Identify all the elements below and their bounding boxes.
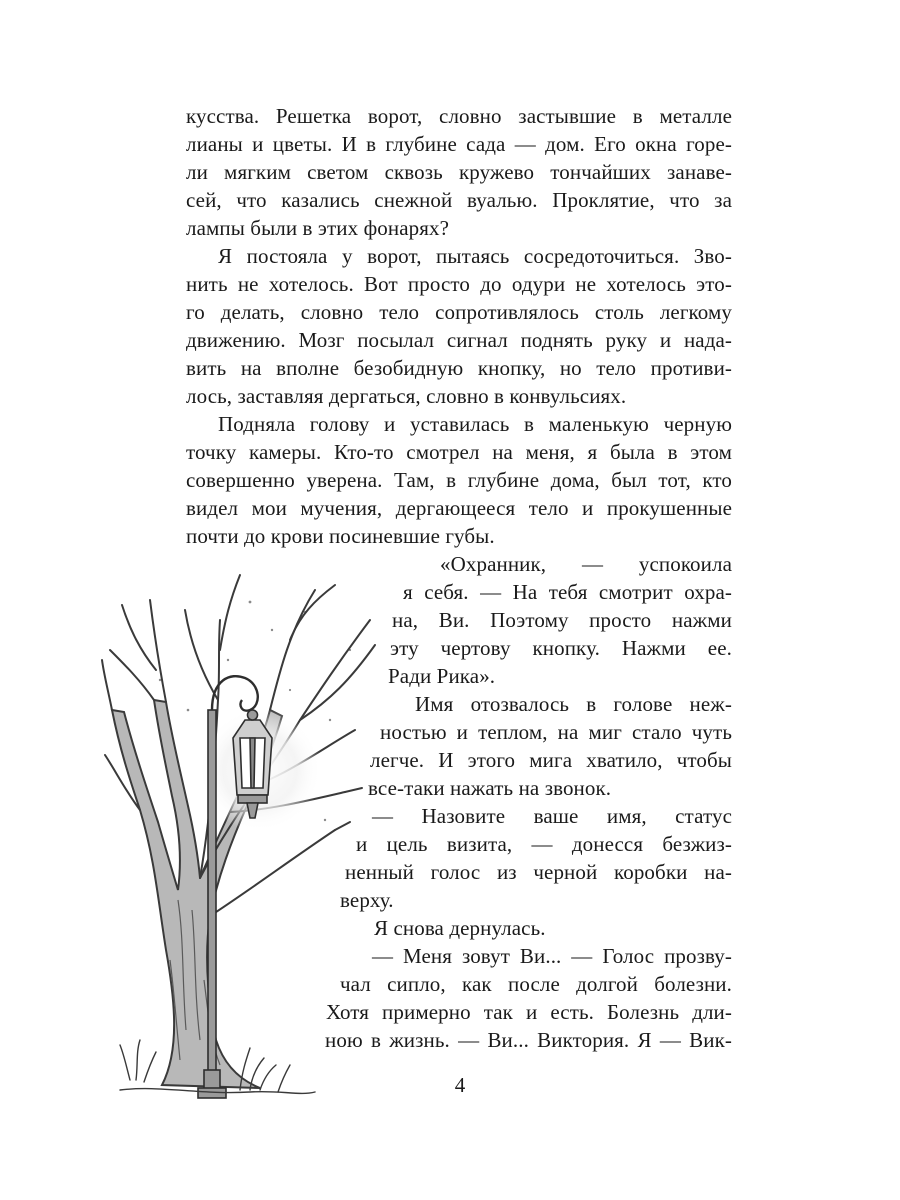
text-line: лось, заставляя дергаться, словно в конвульсиях.: [186, 384, 627, 408]
text-line: видел мои мучения, дергающееся тело и прокушенные: [186, 496, 732, 520]
text-line: Подняла голову и уставилась в маленькую черную: [218, 412, 732, 436]
text-line: Хотя примерно так и есть. Болезнь дли-: [326, 1000, 732, 1024]
text-line: лианы и цветы. И в глубине сада — дом. Его окна горе-: [186, 132, 732, 156]
lamp-post: [198, 676, 272, 1098]
text-line: чал сипло, как после долгой болезни.: [340, 972, 732, 996]
text-line: точку камеры. Кто-то смотрел на меня, я была в этом: [186, 440, 732, 464]
text-line: и цель визита, — донесся безжиз-: [356, 832, 732, 856]
text-line: «Охранник, — успокоила: [440, 552, 732, 576]
tree-lamp-illustration: [100, 560, 390, 1140]
text-line: Я постояла у ворот, пытаясь сосредоточиться. Зво-: [218, 244, 732, 268]
text-line: — Меня зовут Ви... — Голос прозву-: [372, 944, 732, 968]
text-line: легче. И этого мига хватило, чтобы: [370, 748, 732, 772]
text-line: вить на вполне безобидную кнопку, но тело противи-: [186, 356, 732, 380]
text-line: ненный голос из черной коробки на-: [345, 860, 732, 884]
text-line: лампы были в этих фонарях?: [186, 216, 450, 240]
text-line: Ради Рика».: [388, 664, 496, 688]
text-line: Я снова дернулась.: [374, 916, 546, 940]
text-line: все-таки нажать на звонок.: [368, 776, 612, 800]
text-line: сей, что казались снежной вуалью. Проклятие, что за: [186, 188, 732, 212]
text-line: эту чертову кнопку. Нажми ее.: [390, 636, 732, 660]
page-number: 4: [454, 1073, 466, 1097]
text-line: верху.: [340, 888, 394, 912]
text-line: кусства. Решетка ворот, словно застывшие в металле: [186, 104, 732, 128]
text-line: почти до крови посиневшие губы.: [186, 524, 495, 548]
text-line: ностью и теплом, на миг стало чуть: [380, 720, 732, 744]
text-line: Имя отозвалось в голове неж-: [415, 692, 732, 716]
text-line: го делать, словно тело сопротивлялось столь легкому: [186, 300, 732, 324]
text-line: на, Ви. Поэтому просто нажми: [392, 608, 732, 632]
text-line: ли мягким светом сквозь кружево тончайших занаве-: [186, 160, 732, 184]
text-line: нить не хотелось. Вот просто до одури не хотелось это-: [186, 272, 732, 296]
text-line: я себя. — На тебя смотрит охра-: [403, 580, 732, 604]
text-line: ною в жизнь. — Ви... Виктория. Я — Вик-: [325, 1028, 732, 1052]
text-line: движению. Мозг посылал сигнал поднять руку и нада-: [186, 328, 732, 352]
text-line: — Назовите ваше имя, статус: [372, 804, 732, 828]
text-line: совершенно уверена. Там, в глубине дома, был тот, кто: [186, 468, 732, 492]
